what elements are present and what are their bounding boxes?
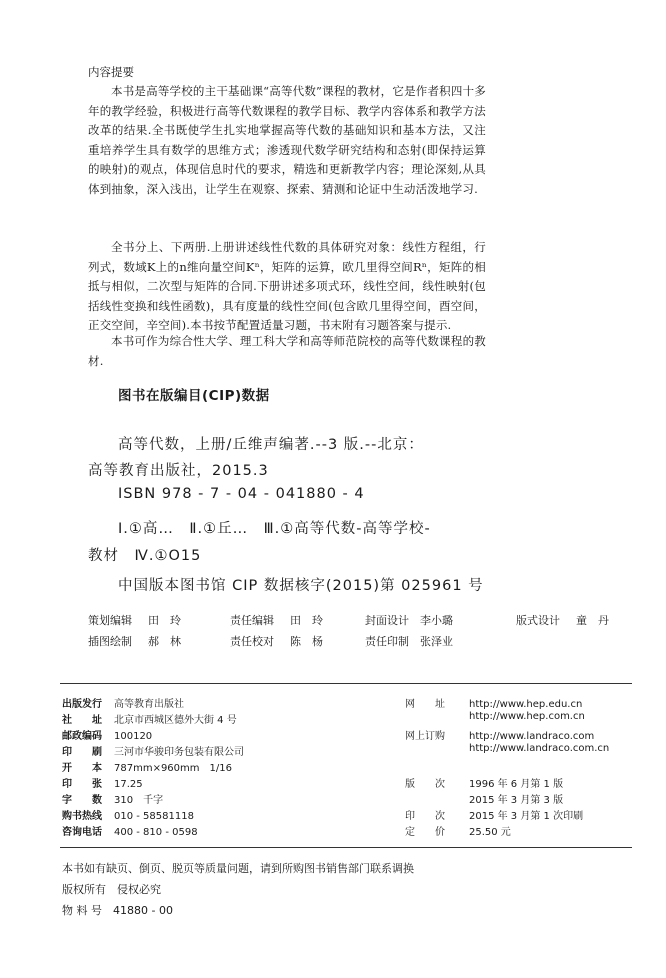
staff-name: 李小璐 (420, 614, 453, 627)
pub-row: 印 刷 三河市华骏印务包装有限公司 (62, 747, 244, 758)
staff-name: 陈 杨 (290, 635, 323, 648)
cip-line-5: 教材 Ⅳ.①O15 (88, 548, 202, 564)
intro-paragraph-2: 全书分上、下两册.上册讲述线性代数的具体研究对象：线性方程组，行列式，数域K上的n维向量空间Kⁿ，矩阵的运算，欧几里得空间Rⁿ，矩阵的相抵与相似，二次型与矩阵的合同.下册讲述多项式环，线性空间，线性映射(包括线性变换和线性函数)，具有度量的线性空间(包含欧几里得空间，酉空间，正交空间，辛空间).本书按节配置适量习题，书末附有习题答案与提示. (88, 240, 486, 332)
staff-label: 封面设计 (365, 614, 409, 627)
pub-row: 定 价 25.50 元 (405, 827, 511, 838)
pub-row: 2015 年 3 月第 3 版 (469, 795, 564, 806)
pub-row: 出版发行 高等教育出版社 (62, 699, 184, 710)
intro-paragraph-3: 本书可作为综合性大学、理工科大学和高等师范院校的高等代数课程的教材. (88, 334, 486, 368)
divider-top (60, 683, 632, 684)
staff-label: 版式设计 (516, 614, 560, 627)
pub-row: 邮政编码 100120 (62, 731, 153, 742)
cip-heading: 图书在版编目(CIP)数据 (118, 388, 270, 404)
staff-name: 张泽业 (420, 635, 453, 648)
pub-row: 咨询电话 400 - 810 - 0598 (62, 827, 198, 838)
staff-name: 童 丹 (576, 614, 609, 627)
cip-line-2: 高等教育出版社，2015.3 (88, 463, 269, 479)
quality-notice: 本书如有缺页、倒页、脱页等质量问题，请到所购图书销售部门联系调换 (62, 862, 414, 875)
pub-row: 版 次 1996 年 6 月第 1 版 (405, 779, 564, 790)
staff-label: 责任印制 (365, 635, 409, 648)
staff-name: 田 玲 (290, 614, 323, 627)
pub-row: 开 本 787mm×960mm 1/16 (62, 763, 232, 774)
pub-row: 网上订购 http://www.landraco.com (405, 731, 595, 742)
pub-row: 网 址 http://www.hep.edu.cn (405, 699, 583, 710)
staff-label: 策划编辑 (88, 614, 132, 627)
staff-label: 责任校对 (230, 635, 274, 648)
staff-name: 田 玲 (148, 614, 181, 627)
material-number: 物 料 号 41880 - 00 (62, 904, 173, 917)
cip-line-1: 高等代数，上册/丘维声编著.--3 版.--北京： (118, 437, 424, 453)
cip-line-4: Ⅰ.①高… Ⅱ.①丘… Ⅲ.①高等代数-高等学校- (118, 521, 431, 537)
intro-title: 内容提要 (88, 65, 134, 79)
pub-row: http://www.hep.com.cn (469, 711, 585, 722)
staff-label: 插图绘制 (88, 635, 132, 648)
pub-row: http://www.landraco.com.cn (469, 743, 610, 754)
pub-row: 印 张 17.25 (62, 779, 143, 790)
intro-paragraph-1: 本书是高等学校的主干基础课“高等代数”课程的教材，它是作者积四十多年的教学经验，积极进行高等代数课程的教学目标、教学内容体系和教学方法改革的结果.全书既使学生扎实地掌握高等代数的基础知识和基本方法，又注重培养学生具有数学的思维方式；渗透现代数学研究结构和态射(即保持运算的映射)的观点，体现信息时代的要求，精选和更新教学内容；理论深刻,从具体到抽象，深入浅出，让学生在观察、探索、猜测和论证中生动活泼地学习. (88, 84, 486, 196)
copyright-notice: 版权所有 侵权必究 (62, 883, 161, 896)
pub-row: 印 次 2015 年 3 月第 1 次印刷 (405, 811, 584, 822)
divider-bottom (60, 847, 632, 848)
pub-row: 社 址 北京市西城区德外大街 4 号 (62, 715, 237, 726)
staff-name: 郝 林 (148, 635, 181, 648)
pub-row: 字 数 310 千字 (62, 795, 164, 806)
pub-row: 购书热线 010 - 58581118 (62, 811, 194, 822)
cip-data-number: 中国版本图书馆 CIP 数据核字(2015)第 025961 号 (118, 578, 484, 594)
cip-line-3: ISBN 978 - 7 - 04 - 041880 - 4 (118, 486, 365, 502)
staff-label: 责任编辑 (230, 614, 274, 627)
